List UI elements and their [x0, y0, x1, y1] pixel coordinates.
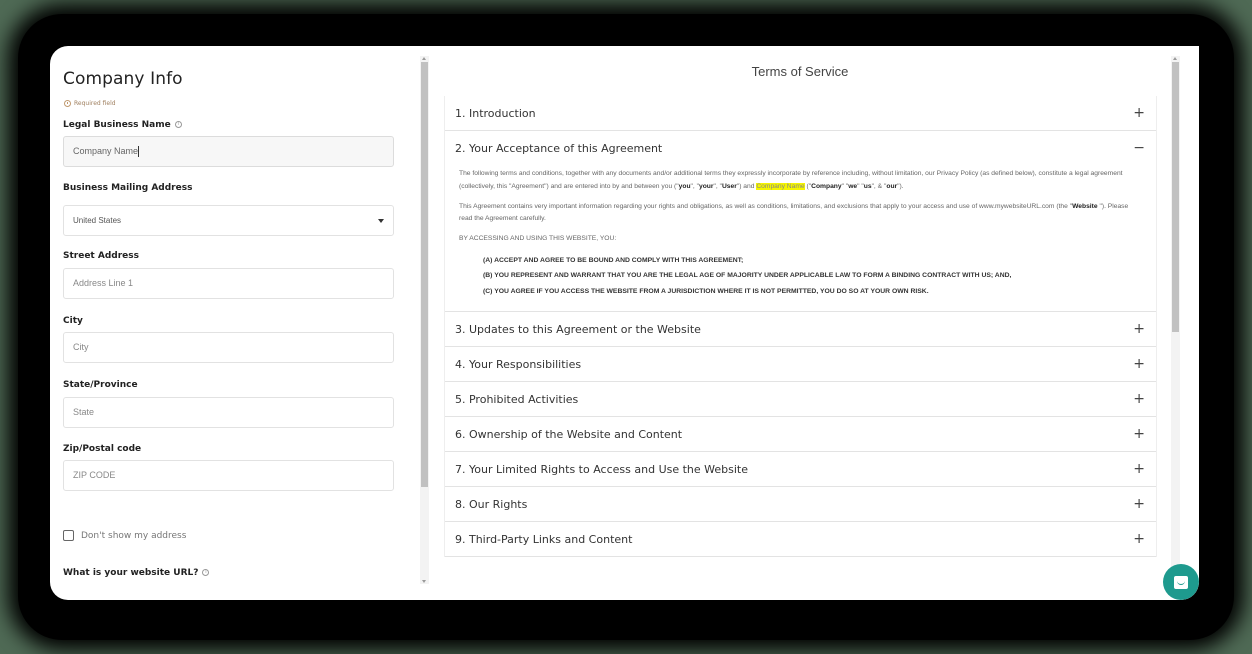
required-note	[64, 100, 116, 107]
accordion-header-limited-rights[interactable]	[445, 452, 1156, 486]
mailing-address-label: Business Mailing Address	[63, 183, 193, 193]
accordion-header-prohibited[interactable]	[445, 382, 1156, 416]
section-title: 8. Our Rights	[455, 497, 528, 511]
text-caret	[138, 146, 139, 157]
section-title: 2. Your Acceptance of this Agreement	[455, 141, 663, 155]
chat-launcher-button[interactable]	[1163, 564, 1199, 600]
company-name-highlight: Company Name	[756, 182, 805, 190]
accordion-item[interactable]	[445, 382, 1156, 417]
plus-icon[interactable]: +	[1133, 321, 1145, 338]
caret-down-icon	[378, 219, 384, 223]
plus-icon[interactable]: +	[1133, 391, 1145, 408]
street-address-input[interactable]: Address Line 1	[63, 268, 394, 299]
hide-address-checkbox[interactable]	[63, 530, 74, 541]
accordion-item[interactable]	[445, 96, 1156, 131]
accordion-header-responsibilities[interactable]	[445, 347, 1156, 381]
agreement-conditions-list	[459, 253, 1142, 300]
zip-label: Zip/Postal code	[63, 444, 142, 454]
acceptance-section-body	[445, 165, 1156, 311]
accordion-item[interactable]	[445, 312, 1156, 347]
plus-icon[interactable]: +	[1133, 496, 1145, 513]
accordion-header-ownership[interactable]	[445, 417, 1156, 451]
section-title: 1. Introduction	[455, 106, 536, 120]
condition-item: (C) YOU AGREE IF YOU ACCESS THE WEBSITE FROM A JURISDICTION WHERE IT IS NOT PERMITTED, YOU DO SO AT YOUR OWN RISK.	[483, 287, 929, 295]
accordion-item[interactable]	[445, 347, 1156, 382]
legal-name-label	[63, 120, 182, 130]
country-select[interactable]	[63, 205, 394, 236]
scroll-up-icon[interactable]	[422, 57, 426, 60]
section-title: 3. Updates to this Agreement or the Website	[455, 322, 701, 336]
section-title: 9. Third-Party Links and Content	[455, 532, 633, 546]
condition-item: (A) ACCEPT AND AGREE TO BE BOUND AND COMPLY WITH THIS AGREEMENT;	[483, 256, 744, 264]
agreement-paragraph-1: The following terms and conditions, together with any documents and/or additional terms they expressly incorporate by reference including, without limitation, our Privacy Policy (as defined below), constitute a legal agreement (collectively, this "Agreement") and are entered into by and between you ("you", "your", "User") and Company Name ("Company" "we" "us", & "our").	[459, 170, 1123, 190]
legal-name-label-text: Legal Business Name	[63, 120, 171, 130]
plus-icon[interactable]: +	[1133, 461, 1145, 478]
accordion-item[interactable]	[445, 417, 1156, 452]
accordion-header-acceptance[interactable]	[445, 131, 1156, 165]
city-input[interactable]: City	[63, 332, 394, 363]
condition-item: (B) YOU REPRESENT AND WARRANT THAT YOU ARE THE LEGAL AGE OF MAJORITY UNDER APPLICABLE LAW TO FORM A BINDING CONTRACT WITH US; AND,	[483, 272, 1012, 280]
clock-icon	[64, 100, 71, 107]
plus-icon[interactable]: +	[1133, 356, 1145, 373]
agreement-paragraph-3: BY ACCESSING AND USING THIS WEBSITE, YOU:	[459, 235, 617, 243]
terms-panel	[430, 46, 1199, 600]
section-title: 6. Ownership of the Website and Content	[455, 427, 683, 441]
section-title: 5. Prohibited Activities	[455, 392, 579, 406]
hide-address-row[interactable]	[63, 530, 186, 541]
section-title: 4. Your Responsibilities	[455, 357, 582, 371]
plus-icon[interactable]: +	[1133, 105, 1145, 121]
website-url-label-text: What is your website URL?	[63, 568, 199, 578]
agreement-paragraph-2: This Agreement contains very important information regarding your rights and obligations, as well as conditions, limitations, and exclusions that apply to your access and use of www.mywebsiteURL.com (the "Website "). Please read the Agreement carefully.	[459, 202, 1129, 223]
country-value: United States	[73, 216, 122, 225]
state-input[interactable]: State	[63, 397, 394, 428]
minus-icon[interactable]: −	[1133, 140, 1145, 156]
accordion-header-updates[interactable]	[445, 312, 1156, 346]
info-icon[interactable]: i	[175, 121, 182, 128]
company-info-panel	[50, 46, 430, 600]
plus-icon[interactable]: +	[1133, 531, 1145, 548]
left-scrollbar[interactable]	[420, 56, 429, 584]
terms-accordion	[444, 96, 1157, 557]
accordion-item[interactable]	[445, 487, 1156, 522]
chat-bubble-icon	[1174, 576, 1188, 589]
right-scroll-thumb[interactable]	[1172, 62, 1179, 332]
required-note-text: Required field	[74, 100, 116, 107]
info-icon[interactable]: i	[202, 569, 209, 576]
app-window	[50, 46, 1199, 600]
page-title: Company Info	[63, 69, 183, 89]
legal-name-value: Company Name	[73, 146, 139, 156]
accordion-header-third-party[interactable]	[445, 522, 1156, 556]
accordion-header-our-rights[interactable]	[445, 487, 1156, 521]
accordion-item[interactable]	[445, 522, 1156, 557]
accordion-item[interactable]	[445, 452, 1156, 487]
left-scroll-thumb[interactable]	[421, 62, 428, 487]
state-label: State/Province	[63, 380, 138, 390]
terms-title: Terms of Service	[751, 64, 849, 79]
website-url-label	[63, 568, 209, 578]
accordion-header-introduction[interactable]	[445, 96, 1156, 130]
street-address-label: Street Address	[63, 251, 139, 261]
scroll-up-icon[interactable]	[1173, 57, 1177, 60]
accordion-item[interactable]	[445, 131, 1156, 312]
city-label: City	[63, 316, 83, 326]
plus-icon[interactable]: +	[1133, 426, 1145, 443]
zip-input[interactable]: ZIP CODE	[63, 460, 394, 491]
section-title: 7. Your Limited Rights to Access and Use the Website	[455, 462, 749, 476]
scroll-down-icon[interactable]	[422, 580, 426, 583]
legal-name-input[interactable]	[63, 136, 394, 167]
right-scrollbar[interactable]	[1171, 56, 1180, 584]
hide-address-label: Don't show my address	[81, 530, 187, 541]
